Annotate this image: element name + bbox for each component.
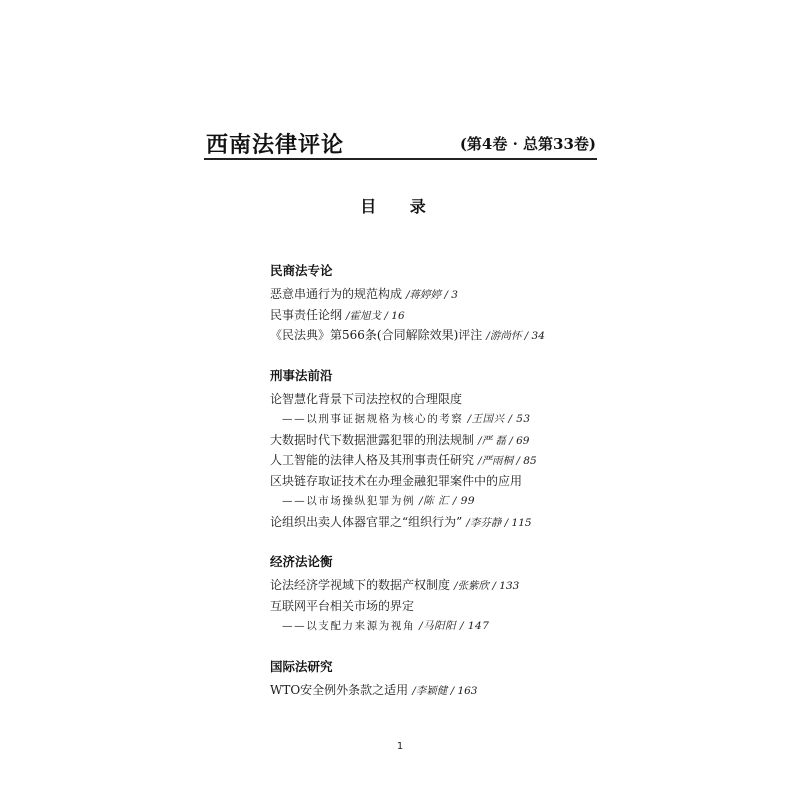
toc-entry[interactable]: [270, 471, 610, 492]
journal-title: 西南法律评论: [206, 133, 345, 158]
entry-author-page: /蒋婷婷 / 3: [406, 289, 458, 301]
page-number: 1: [396, 741, 404, 752]
page-header: [206, 128, 596, 158]
entry-author-page: /张紫欣 / 133: [454, 580, 520, 592]
toc-subtitle-entry[interactable]: [270, 616, 610, 637]
toc-entry[interactable]: [270, 450, 610, 471]
entry-title: 人工智能的法律人格及其刑事责任研究: [270, 453, 475, 467]
toc-section: [270, 654, 610, 701]
toc-entry[interactable]: [270, 512, 610, 533]
toc-entry[interactable]: [270, 305, 610, 326]
entry-title: 论智慧化背景下司法控权的合理限度: [270, 391, 463, 406]
entry-title: 《民法典》第566条(合同解除效果)评注: [270, 328, 483, 342]
toc-title: 目 录: [360, 197, 440, 216]
table-of-contents: [270, 258, 610, 717]
entry-author-page: /马阳阳 / 147: [419, 620, 490, 632]
toc-section: [270, 363, 610, 533]
section-heading: 经济法论衡: [270, 554, 333, 569]
entry-author-page: /霍旭戈 / 16: [346, 309, 405, 322]
toc-entry[interactable]: [270, 325, 610, 346]
toc-entry[interactable]: [270, 430, 610, 451]
entry-title: 论法经济学视域下的数据产权制度: [270, 578, 451, 592]
toc-section: [270, 258, 610, 346]
entry-title: ——以市场操纵犯罪为例: [282, 495, 416, 507]
toc-entry[interactable]: [270, 284, 610, 305]
entry-author-page: /李颖健 / 163: [412, 684, 478, 697]
toc-subtitle-entry[interactable]: [270, 491, 610, 512]
toc-entry[interactable]: [270, 389, 610, 410]
toc-entry[interactable]: [270, 680, 610, 701]
entry-author-page: /陈 汇 / 99: [419, 495, 476, 507]
entry-title: ——以刑事证据规格为核心的考察: [282, 413, 464, 425]
entry-title: 民事责任论纲: [270, 307, 343, 322]
section-heading: 刑事法前沿: [270, 367, 333, 383]
entry-author-page: /王国兴 / 53: [467, 413, 531, 425]
volume-info: (第4卷 · 总第33卷): [459, 135, 596, 153]
entry-author-page: /李芬静 / 115: [466, 516, 532, 529]
entry-title: 论组织出卖人体器官罪之“组织行为”: [270, 514, 463, 529]
entry-title: 互联网平台相关市场的界定: [270, 598, 415, 613]
entry-author-page: /严雨桐 / 85: [478, 455, 537, 467]
entry-title: WTO安全例外条款之适用: [270, 682, 409, 697]
entry-author-page: /严 磊 / 69: [478, 434, 530, 447]
section-heading: 国际法研究: [270, 658, 333, 674]
entry-author-page: /游尚怀 / 34: [486, 330, 545, 342]
section-heading: 民商法专论: [270, 263, 333, 278]
toc-section: [270, 549, 610, 637]
toc-entry[interactable]: [270, 575, 610, 596]
toc-entry[interactable]: [270, 596, 610, 617]
toc-subtitle-entry[interactable]: [270, 409, 610, 430]
entry-title: 恶意串通行为的规范构成: [270, 287, 403, 301]
entry-title: 区块链存取证技术在办理金融犯罪案件中的应用: [270, 473, 523, 488]
header-rule: [204, 158, 597, 160]
entry-title: 大数据时代下数据泄露犯罪的刑法规制: [270, 432, 475, 447]
entry-title: ——以支配力来源为视角: [282, 620, 416, 632]
